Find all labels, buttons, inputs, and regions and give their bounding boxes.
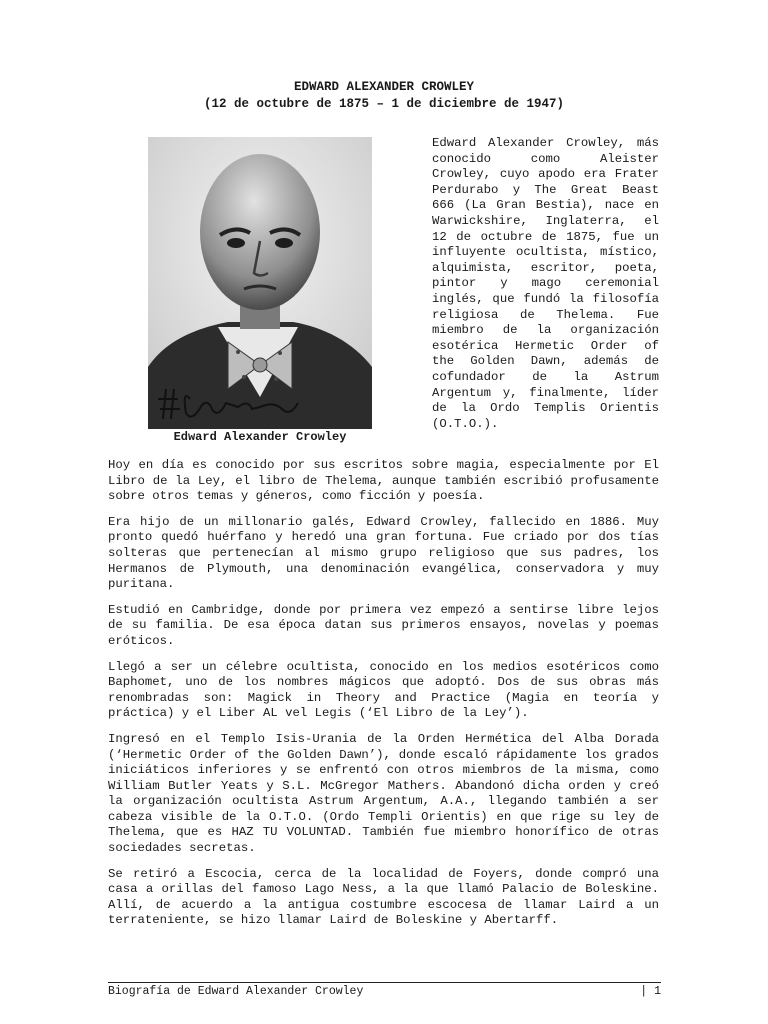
title-name: EDWARD ALEXANDER CROWLEY bbox=[293, 80, 475, 94]
page-footer bbox=[108, 982, 661, 999]
paragraph-2: Era hijo de un millonario galés, Edward Crowley, fallecido en 1886. Muy pronto quedó huérfano y heredó una gran fortuna. Fue criado por dos tías solteras que pertenecían al mismo grupo religioso que sus padres, los Hermanos de Plymouth, una denominación evangélica, conservadora y muy puritana. bbox=[108, 514, 659, 592]
title-dates: (12 de octubre de 1875 – 1 de diciembre de 1947) bbox=[203, 97, 565, 111]
page-number: | 1 bbox=[640, 985, 661, 998]
footer-title: Biografía de Edward Alexander Crowley bbox=[108, 985, 364, 998]
document-title bbox=[108, 79, 660, 113]
photo-caption: Edward Alexander Crowley bbox=[173, 430, 347, 444]
intro-paragraph: Edward Alexander Crowley, más conocido como Aleister Crowley, cuyo apodo era Frater Perdurabo y The Great Beast 666 (La Gran Bestia), nace en Warwickshire, Inglaterra, el 12 de octubre de 1875, fue un influyente ocultista, místico, alquimista, escritor, poeta, pintor y mago ceremonial inglés, que fundó la filosofía religiosa de Thelema. Fue miembro de la organización esotérica Hermetic Order of the Golden Dawn, además de cofundador de la Astrum Argentum y, finalmente, líder de la Ordo Templis Orientis (O.T.O.). bbox=[432, 136, 659, 431]
paragraph-6: Se retiró a Escocia, cerca de la localidad de Foyers, donde compró una casa a orillas del famoso Lago Ness, a la que llamó Palacio de Boleskine. Allí, de acuerdo a la antigua costumbre escocesa de llamar Laird a un terrateniente, se hizo llamar Laird de Boleskine y Abertarff. bbox=[108, 866, 659, 928]
body-text bbox=[108, 458, 659, 939]
paragraph-3: Estudió en Cambridge, donde por primera vez empezó a sentirse libre lejos de su familia. De esa época datan sus primeros ensayos, novelas y poemas eróticos. bbox=[108, 602, 659, 648]
paragraph-4: Llegó a ser un célebre ocultista, conocido en los medios esotéricos como Baphomet, uno de los nombres mágicos que adoptó. Dos de sus obras más renombradas son: Magick in Theory and Practice (Magia en teoría y práctica) y el Liber AL vel Legis (‘El Libro de la Ley’). bbox=[108, 659, 659, 721]
paragraph-5: Ingresó en el Templo Isis-Urania de la Orden Hermética del Alba Dorada (‘Hermetic Order of the Golden Dawn’), donde escaló rápidamente los grados iniciáticos inferiores y se enfrentó con otros miembros de la misma, como William Butler Yeats y S.L. McGregor Mathers. Abandonó dicha orden y creó la organización ocultista Astrum Argentum, A.A., llegando también a ser cabeza visible de la O.T.O. (Ordo Templi Orientis) en que rige su ley de Thelema, que es HAZ TU VOLUNTAD. También fue miembro honorífico de otras sociedades secretas. bbox=[108, 731, 659, 856]
paragraph-1: Hoy en día es conocido por sus escritos sobre magia, especialmente por El Libro de la Ley, el libro de Thelema, aunque también escribió profusamente sobre otros temas y géneros, como ficción y poesía. bbox=[108, 458, 659, 504]
portrait-photo bbox=[148, 137, 372, 429]
